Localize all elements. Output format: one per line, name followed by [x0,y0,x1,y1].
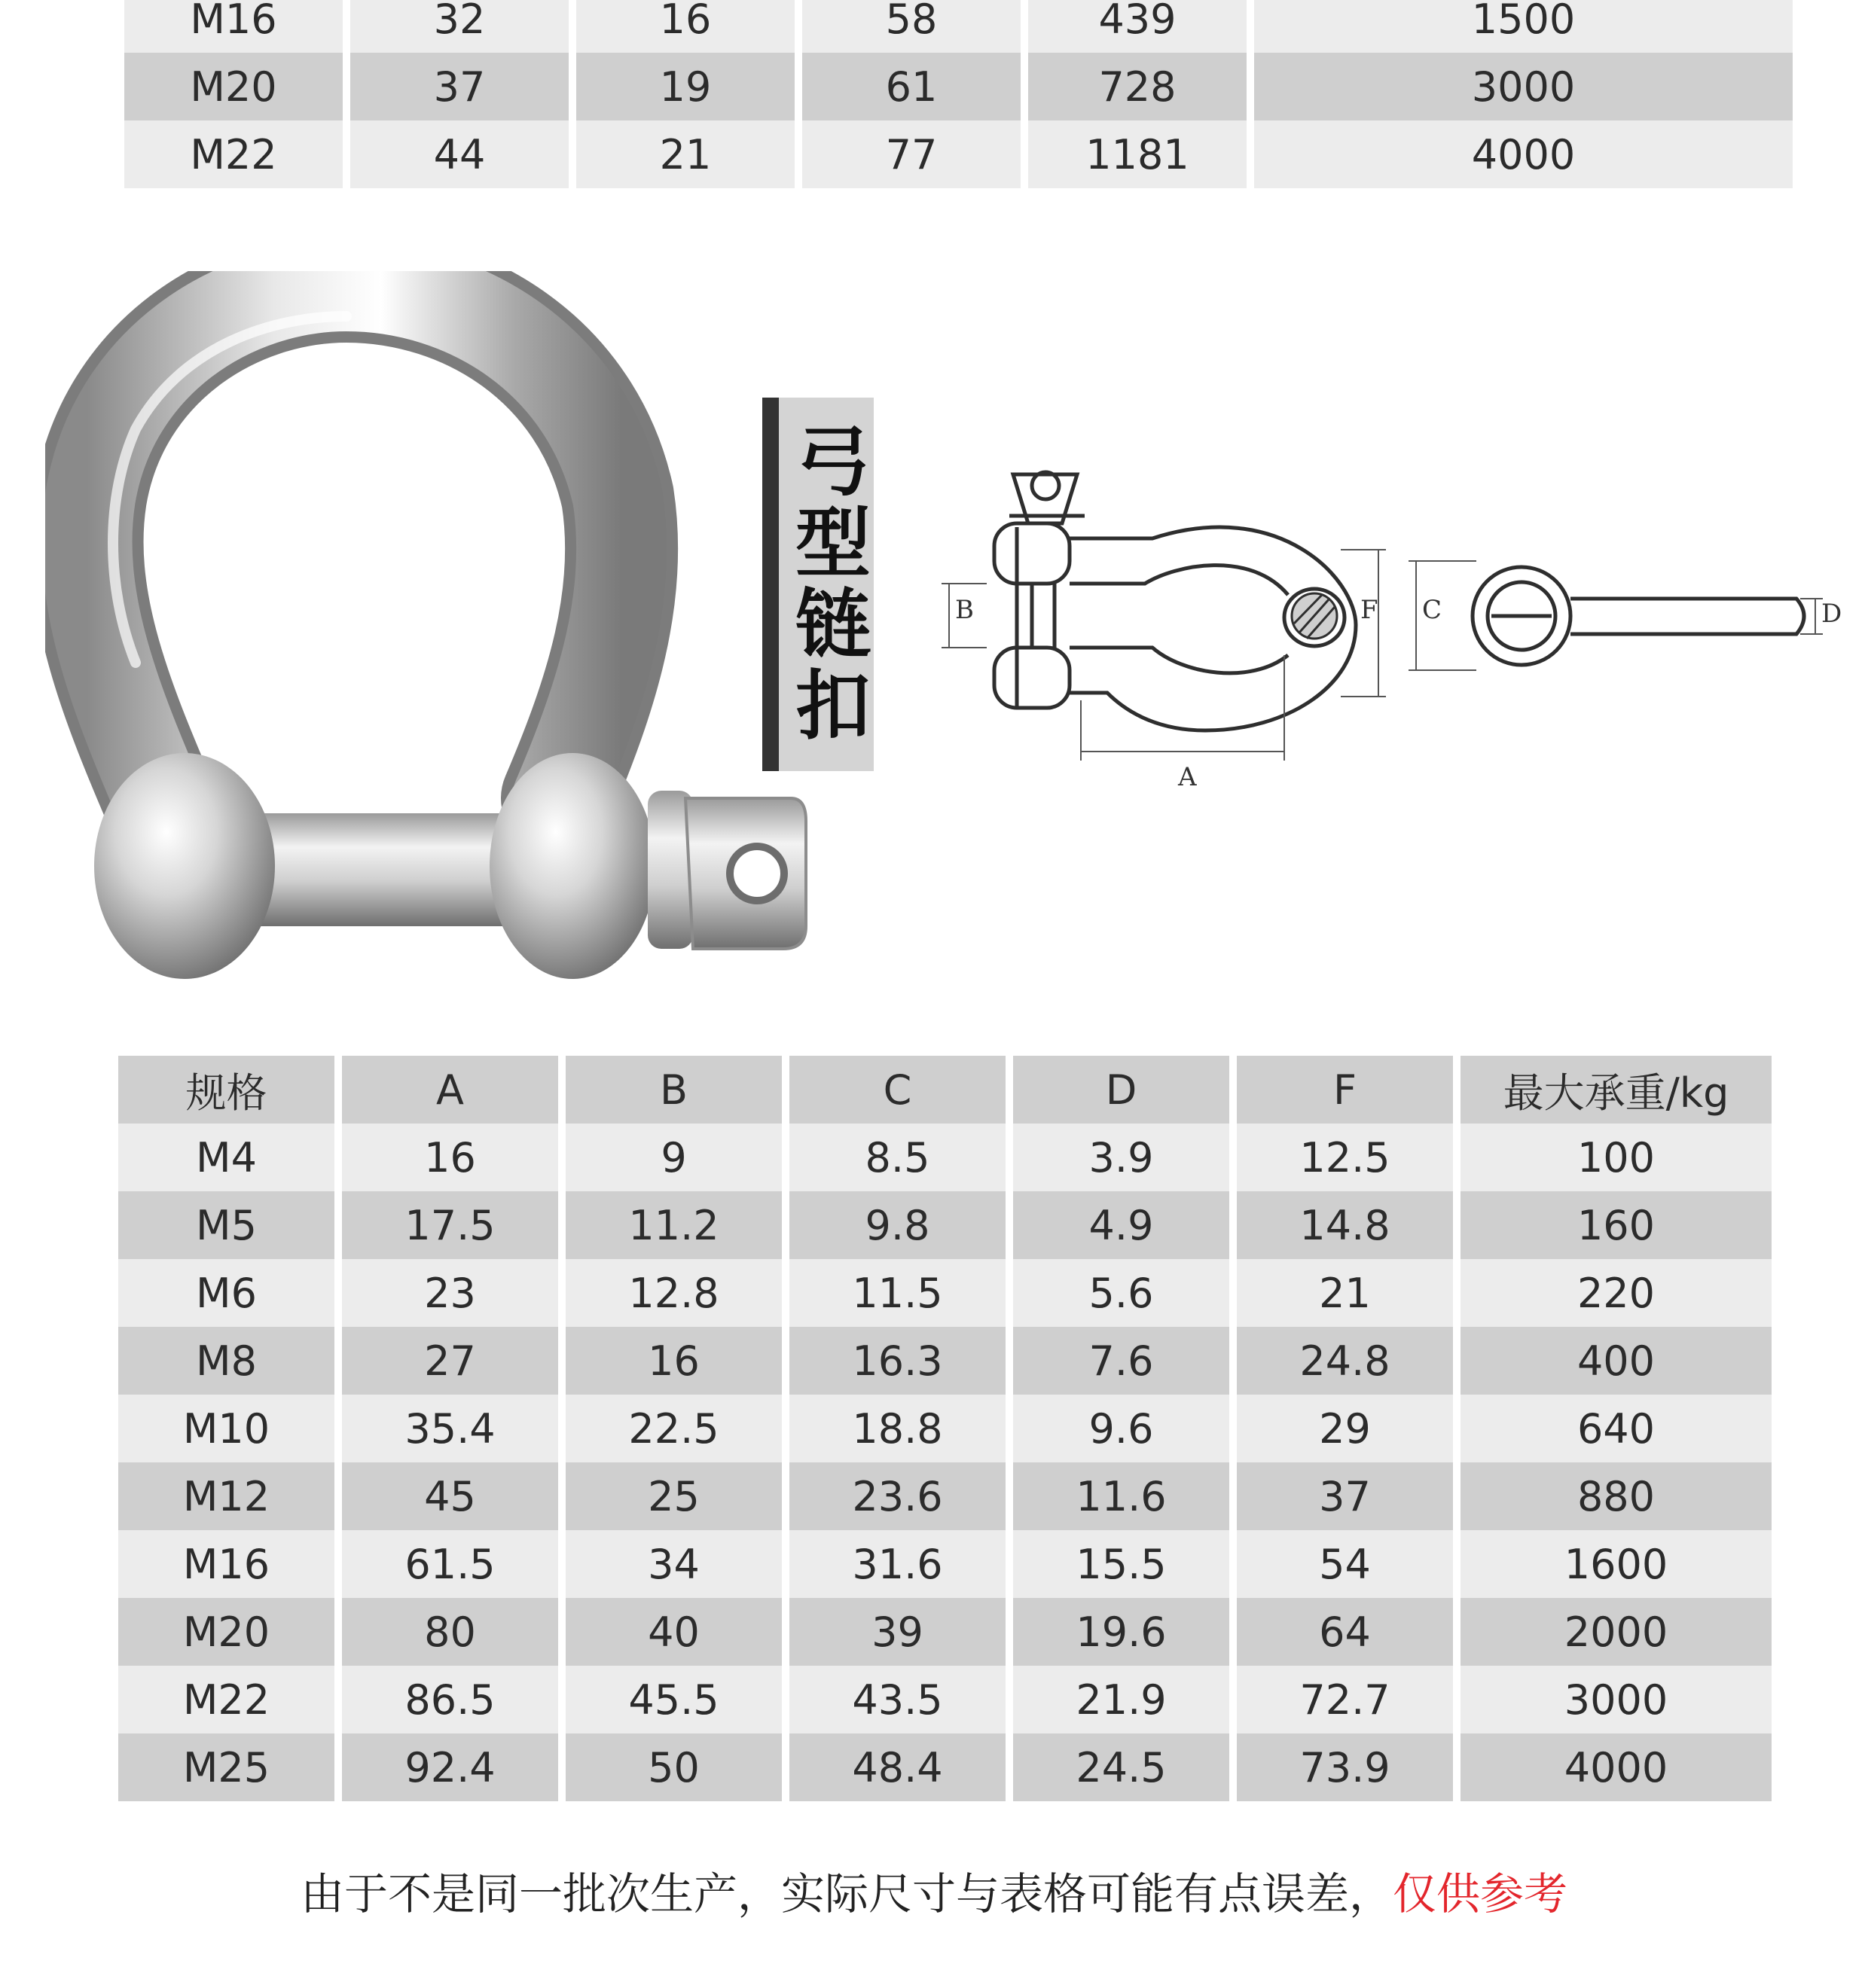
table-cell: 73.9 [1237,1733,1453,1801]
table-cell: M22 [124,120,343,188]
table-cell: 11.6 [1013,1462,1229,1530]
table-cell: 11.5 [789,1259,1006,1327]
table-cell: 14.8 [1237,1191,1453,1259]
table-cell: 40 [566,1598,782,1666]
title-accent-bar [762,398,779,771]
table-cell: M25 [118,1733,334,1801]
table-header-cell: 最大承重/kg [1461,1056,1772,1124]
table-cell: 34 [566,1530,782,1598]
table-header-cell: D [1013,1056,1229,1124]
table-cell: 12.8 [566,1259,782,1327]
dim-label-d: D [1821,599,1842,629]
table-cell: 220 [1461,1259,1772,1327]
table-cell: 19.6 [1013,1598,1229,1666]
table-cell: 16.3 [789,1327,1006,1395]
footnote-text: 由于不是同一批次生产，实际尺寸与表格可能有点误差， [300,1868,1393,1919]
table-cell: 35.4 [342,1395,558,1462]
table-cell: 58 [802,0,1021,53]
table-cell: 86.5 [342,1666,558,1733]
table-cell: 1181 [1028,120,1247,188]
table-cell: M12 [118,1462,334,1530]
table-cell: 45.5 [566,1666,782,1733]
table-cell: 61 [802,53,1021,120]
table-cell: M8 [118,1327,334,1395]
table-cell: 22.5 [566,1395,782,1462]
table-cell: 32 [350,0,569,53]
table-cell: 21 [1237,1259,1453,1327]
top-spec-table [124,0,1793,188]
table-cell: M16 [124,0,343,53]
table-cell: 3.9 [1013,1124,1229,1191]
table-cell: 29 [1237,1395,1453,1462]
table-cell: 4000 [1254,120,1793,188]
footnote-highlight: 仅供参考 [1393,1868,1568,1919]
table-cell: 44 [350,120,569,188]
table-cell: 880 [1461,1462,1772,1530]
table-cell: 18.8 [789,1395,1006,1462]
table-cell: 37 [1237,1462,1453,1530]
table-cell: 48.4 [789,1733,1006,1801]
bow-shackle-photo [45,271,844,1009]
table-cell: 54 [1237,1530,1453,1598]
table-cell: 43.5 [789,1666,1006,1733]
table-cell: 61.5 [342,1530,558,1598]
table-cell: 24.8 [1237,1327,1453,1395]
table-cell: 7.6 [1013,1327,1229,1395]
table-cell: 160 [1461,1191,1772,1259]
table-cell: 4.9 [1013,1191,1229,1259]
table-cell: 72.7 [1237,1666,1453,1733]
table-cell: 439 [1028,0,1247,53]
table-header-cell: A [342,1056,558,1124]
table-cell: 50 [566,1733,782,1801]
table-cell: 3000 [1461,1666,1772,1733]
table-cell: 31.6 [789,1530,1006,1598]
table-cell: 24.5 [1013,1733,1229,1801]
table-cell: M22 [118,1666,334,1733]
table-cell: 15.5 [1013,1530,1229,1598]
table-cell: 1500 [1254,0,1793,53]
table-header-cell: C [789,1056,1006,1124]
table-header-cell: 规格 [118,1056,334,1124]
table-cell: 400 [1461,1327,1772,1395]
table-cell: M4 [118,1124,334,1191]
table-cell: M20 [118,1598,334,1666]
table-cell: M10 [118,1395,334,1462]
product-title: 弓型链扣 [783,422,871,747]
table-cell: 8.5 [789,1124,1006,1191]
shackle-spec-table [118,1056,1764,1801]
table-header-cell: B [566,1056,782,1124]
table-cell: 100 [1461,1124,1772,1191]
table-cell: 16 [566,1327,782,1395]
dimension-diagram [934,437,1838,798]
table-cell: 27 [342,1327,558,1395]
table-cell: 640 [1461,1395,1772,1462]
table-cell: 11.2 [566,1191,782,1259]
table-cell: M5 [118,1191,334,1259]
table-cell: 39 [789,1598,1006,1666]
dim-label-b: B [955,595,974,625]
table-cell: 1600 [1461,1530,1772,1598]
table-cell: 37 [350,53,569,120]
table-header-cell: F [1237,1056,1453,1124]
product-title-block [779,398,874,771]
table-cell: 3000 [1254,53,1793,120]
table-cell: 5.6 [1013,1259,1229,1327]
footnote [0,1858,1868,1922]
table-cell: M16 [118,1530,334,1598]
table-cell: 9.6 [1013,1395,1229,1462]
table-cell: 64 [1237,1598,1453,1666]
table-cell: 21.9 [1013,1666,1229,1733]
table-cell: 77 [802,120,1021,188]
table-cell: 4000 [1461,1733,1772,1801]
table-cell: 2000 [1461,1598,1772,1666]
table-cell: 19 [576,53,795,120]
table-cell: 9.8 [789,1191,1006,1259]
table-cell: 17.5 [342,1191,558,1259]
table-cell: 16 [342,1124,558,1191]
table-cell: M6 [118,1259,334,1327]
dim-label-f: F [1360,595,1378,625]
table-cell: 728 [1028,53,1247,120]
dim-label-a: A [1178,762,1197,792]
table-cell: 21 [576,120,795,188]
table-cell: M20 [124,53,343,120]
table-cell: 25 [566,1462,782,1530]
table-cell: 92.4 [342,1733,558,1801]
table-cell: 9 [566,1124,782,1191]
dim-label-c: C [1422,595,1442,625]
table-cell: 23 [342,1259,558,1327]
table-cell: 23.6 [789,1462,1006,1530]
table-cell: 45 [342,1462,558,1530]
table-cell: 16 [576,0,795,53]
table-cell: 80 [342,1598,558,1666]
table-cell: 12.5 [1237,1124,1453,1191]
